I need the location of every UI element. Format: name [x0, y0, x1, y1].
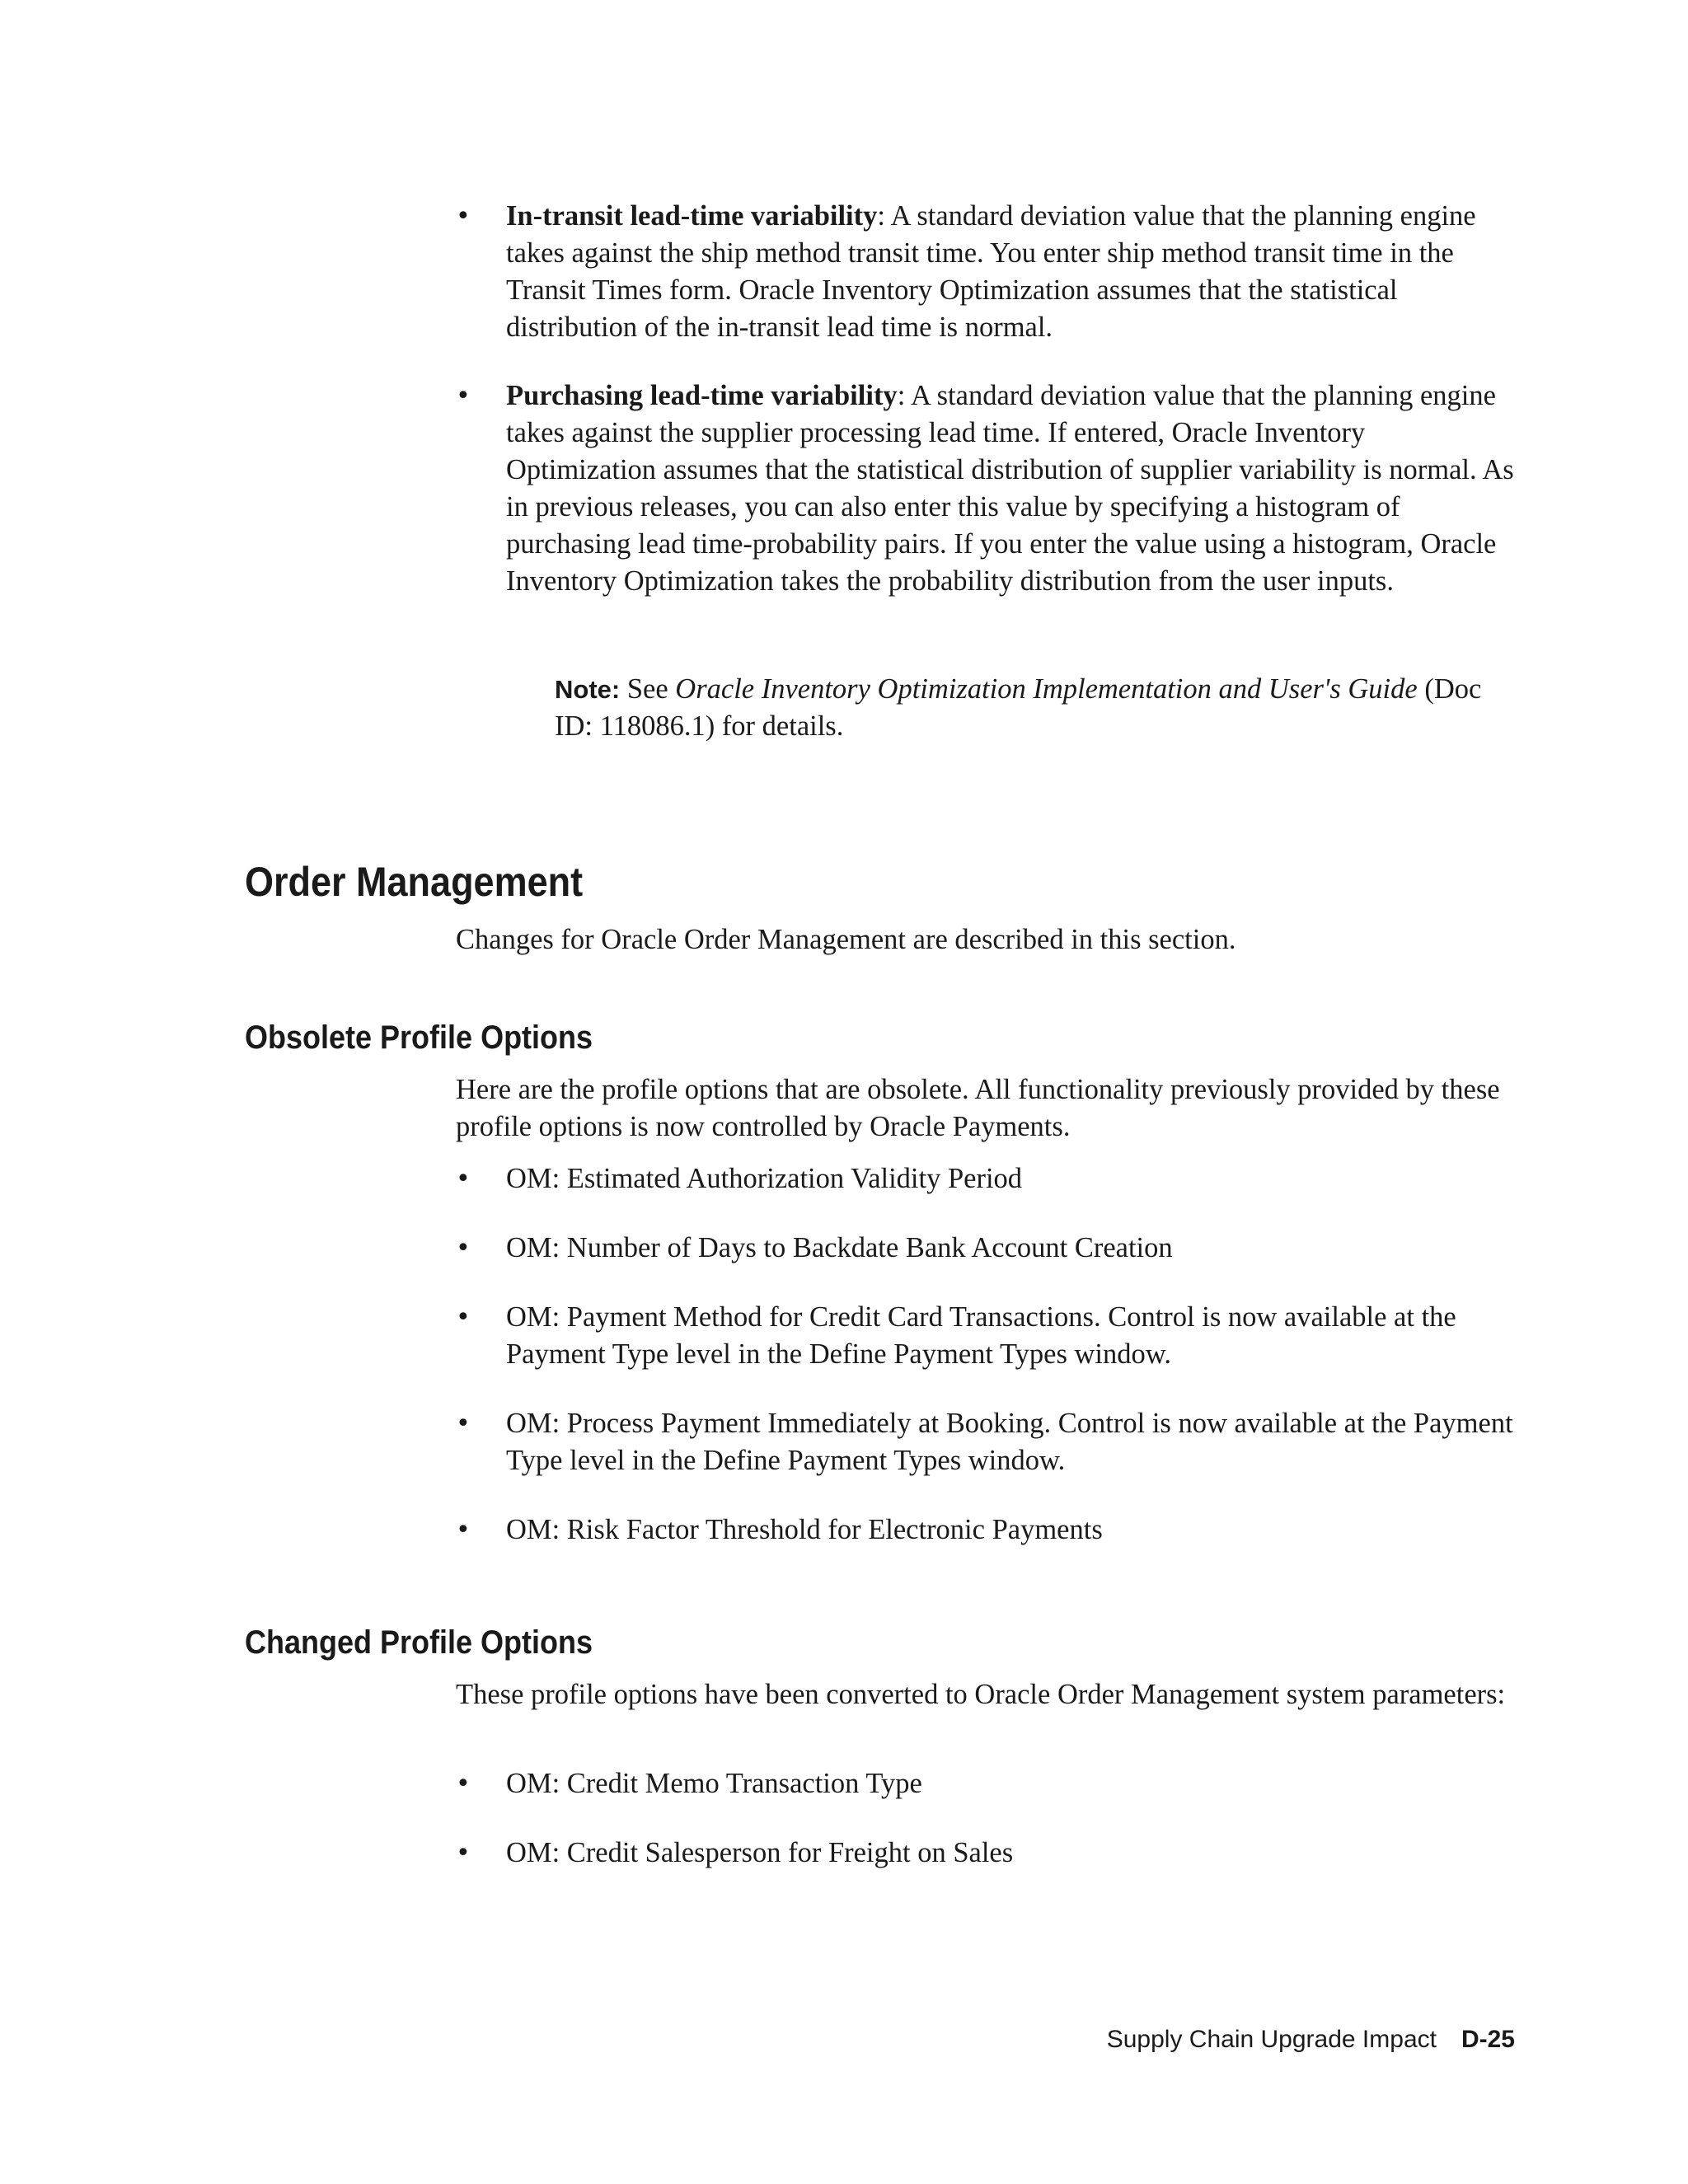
bullet-glyph: •: [456, 1839, 471, 1868]
subsection-heading-changed: Changed Profile Options: [245, 1624, 593, 1661]
page-footer: [1107, 2023, 1515, 2056]
bullet-glyph: •: [456, 202, 471, 231]
list-item-text: OM: Number of Days to Backdate Bank Account Creation: [506, 1232, 1173, 1263]
term-description: : A standard deviation value that the planning engine takes against the supplier processing lead time. If entered, Oracle Inventory Optimization assumes that the statistical distribution of supplier variability is normal. As in previous releases, you can also enter this value by specifying a histogram of purchasing lead time-probability pairs. If you enter the value using a histogram, Oracle Inventory Optimization takes the probability distribution from the user inputs.: [506, 380, 1514, 597]
term: In-transit lead-time variability: [506, 200, 878, 232]
bullet-glyph: •: [456, 1769, 471, 1798]
list-item-text: OM: Process Payment Immediately at Booking. Control is now available at the Payment Type level in the Define Payment Types window.: [506, 1408, 1513, 1476]
list-item-text: OM: Credit Memo Transaction Type: [506, 1768, 922, 1799]
list-item-text: OM: Risk Factor Threshold for Electronic Payments: [506, 1514, 1103, 1545]
bullet-glyph: •: [456, 1516, 471, 1544]
note-suffix: (Doc ID: 118086.1) for details.: [555, 673, 1482, 742]
note-label: Note:: [555, 675, 621, 704]
subsection-intro: These profile options have been converted to Oracle Order Management system parameters:: [456, 1679, 1506, 1710]
list-item-text: OM: Estimated Authorization Validity Period: [506, 1163, 1023, 1194]
term: Purchasing lead-time variability: [506, 380, 898, 411]
bullet-glyph: •: [456, 1165, 471, 1193]
subsection-heading-obsolete: Obsolete Profile Options: [245, 1019, 593, 1056]
bullet-glyph: •: [456, 1303, 471, 1332]
bullet-glyph: •: [456, 1234, 471, 1263]
section-heading-order-management: Order Management: [245, 859, 584, 905]
note-doc-title: Oracle Inventory Optimization Implementation and User's Guide: [675, 673, 1418, 705]
note-block: [555, 671, 1503, 745]
page-number: D-25: [1461, 2026, 1515, 2053]
list-item-text: OM: Payment Method for Credit Card Transactions. Control is now available at the Payment Type level in the Define Payment Types window.: [506, 1301, 1456, 1370]
footer-title: Supply Chain Upgrade Impact: [1106, 2026, 1437, 2053]
term-description: : A standard deviation value that the planning engine takes against the ship method transit time. You enter ship method transit time in the Transit Times form. Oracle Inventory Optimization assumes that the statistical distribution of the in-transit lead time is normal.: [506, 200, 1476, 343]
note-prefix: See: [620, 673, 676, 705]
bullet-glyph: •: [456, 382, 471, 410]
bullet-glyph: •: [456, 1409, 471, 1438]
subsection-intro: Here are the profile options that are obsolete. All functionality previously provided by these profile options is now controlled by Oracle Payments.: [456, 1074, 1500, 1142]
section-intro: Changes for Oracle Order Management are described in this section.: [456, 924, 1236, 955]
list-item-text: OM: Credit Salesperson for Freight on Sales: [506, 1837, 1014, 1868]
